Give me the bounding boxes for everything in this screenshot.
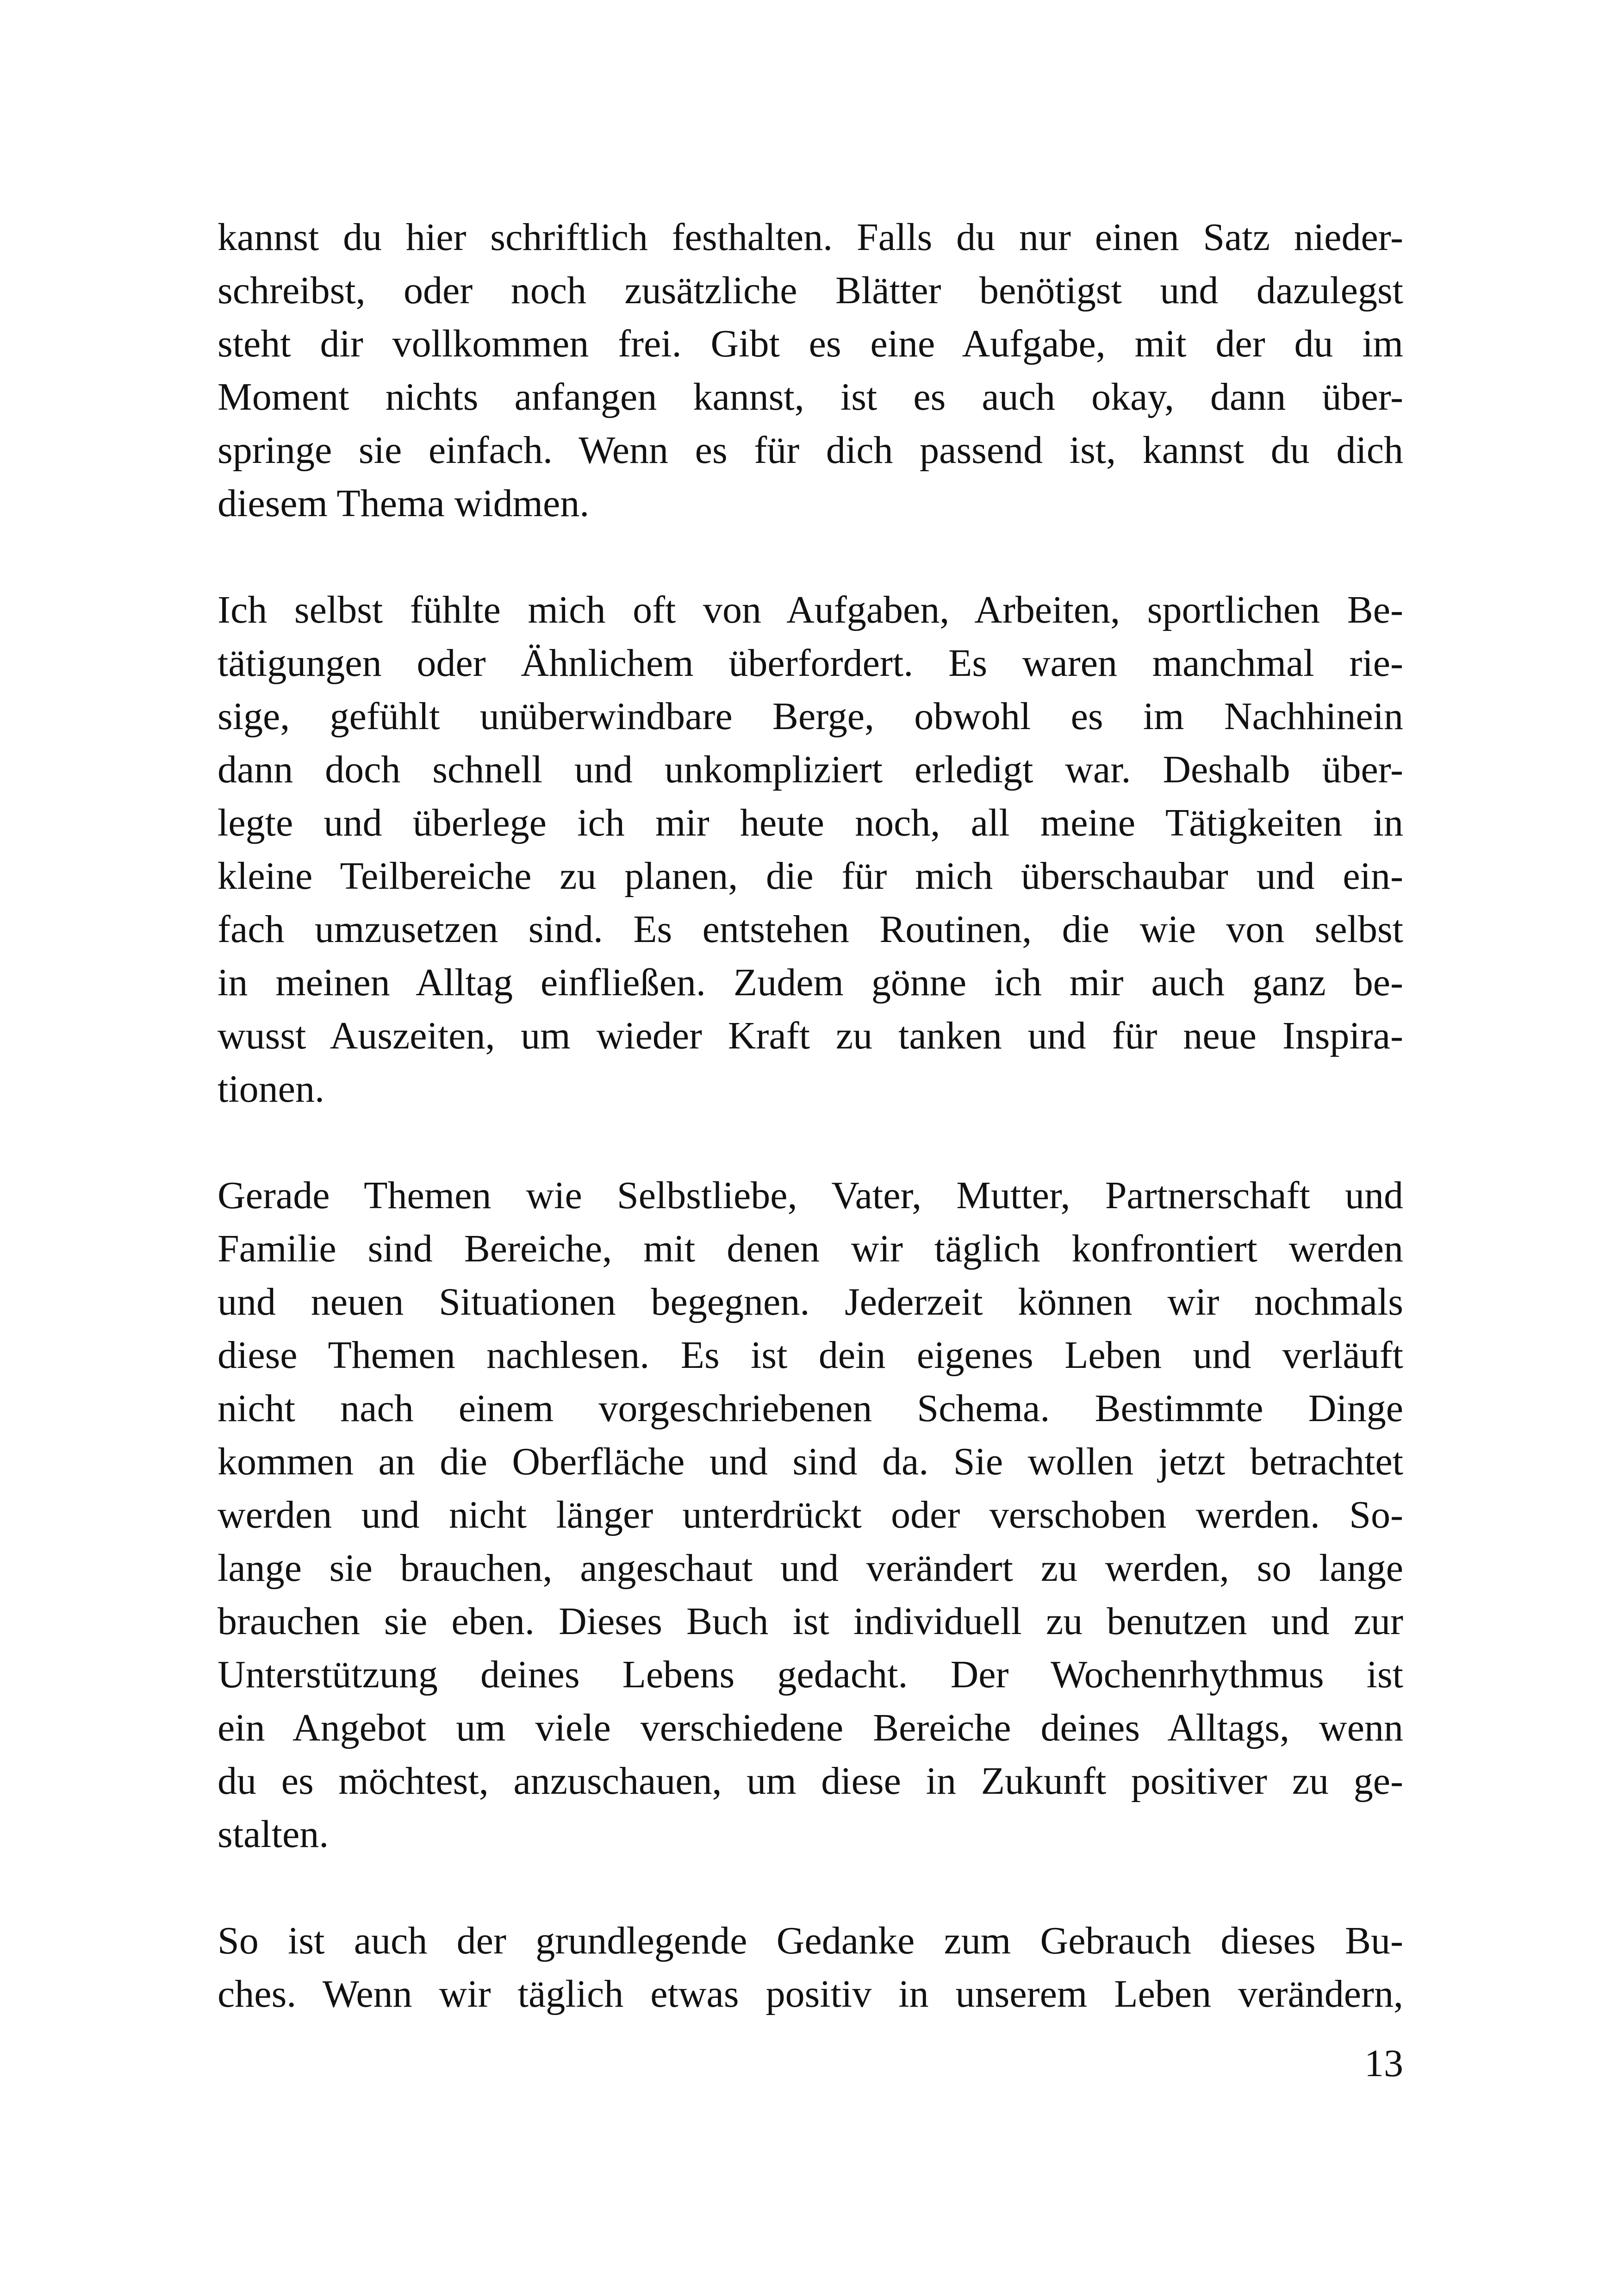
text-line: ein Angebot um viele verschiedene Bereiche deines Alltags, wenn [218,1706,1403,1749]
page-number: 13 [1364,2042,1403,2085]
text-line: Gerade Themen wie Selbstliebe, Vater, Mutter, Partnerschaft und [218,1174,1403,1217]
text-line: So ist auch der grundlegende Gedanke zum Gebrauch dieses Bu- [218,1919,1403,1962]
text-line: brauchen sie eben. Dieses Buch ist individuell zu benutzen und zur [218,1600,1403,1643]
text-line: kommen an die Oberfläche und sind da. Sie wollen jetzt betrachtet [218,1440,1403,1483]
text-line: kannst du hier schriftlich festhalten. Falls du nur einen Satz nieder- [218,216,1403,259]
paragraph [218,1914,1403,2021]
paragraph [218,1169,1403,1861]
text-line: dann doch schnell und unkompliziert erledigt war. Deshalb über- [218,748,1403,791]
paragraph [218,583,1403,1116]
text-line: ches. Wenn wir täglich etwas positiv in unserem Leben verändern, [218,1972,1403,2015]
text-line: und neuen Situationen begegnen. Jederzeit können wir nochmals [218,1280,1403,1323]
text-line: legte und überlege ich mir heute noch, all meine Tätigkeiten in [218,801,1403,844]
text-line: kleine Teilbereiche zu planen, die für mich überschaubar und ein- [218,855,1403,898]
paragraph [218,211,1403,530]
text-line: Familie sind Bereiche, mit denen wir täglich konfrontiert werden [218,1227,1403,1270]
text-line: fach umzusetzen sind. Es entstehen Routinen, die wie von selbst [218,908,1403,951]
text-line: nicht nach einem vorgeschriebenen Schema. Bestimmte Dinge [218,1387,1403,1430]
text-line: steht dir vollkommen frei. Gibt es eine Aufgabe, mit der du im [218,322,1403,365]
text-line: in meinen Alltag einfließen. Zudem gönne ich mir auch ganz be- [218,961,1403,1004]
text-line: springe sie einfach. Wenn es für dich passend ist, kannst du dich [218,429,1403,472]
text-line: schreibst, oder noch zusätzliche Blätter benötigst und dazulegst [218,269,1403,312]
text-line: Moment nichts anfangen kannst, ist es auch okay, dann über- [218,375,1403,418]
text-line: du es möchtest, anzuschauen, um diese in Zukunft positiver zu ge- [218,1759,1403,1803]
text-line: tionen. [218,1067,324,1111]
text-line: lange sie brauchen, angeschaut und verändert zu werden, so lange [218,1547,1403,1590]
text-line: stalten. [218,1813,329,1856]
text-line: diese Themen nachlesen. Es ist dein eigenes Leben und verläuft [218,1334,1403,1377]
text-line: werden und nicht länger unterdrückt oder verschoben werden. So- [218,1493,1403,1536]
text-line: sige, gefühlt unüberwindbare Berge, obwohl es im Nachhinein [218,695,1403,738]
body-text [218,211,1403,2074]
text-line: Unterstützung deines Lebens gedacht. Der Wochenrhythmus ist [218,1653,1403,1696]
text-line: diesem Thema widmen. [218,482,590,525]
text-line: Ich selbst fühlte mich oft von Aufgaben, Arbeiten, sportlichen Be- [218,588,1403,631]
text-line: tätigungen oder Ähnlichem überfordert. Es waren manchmal rie- [218,642,1403,685]
text-line: wusst Auszeiten, um wieder Kraft zu tanken und für neue Inspira- [218,1014,1403,1057]
